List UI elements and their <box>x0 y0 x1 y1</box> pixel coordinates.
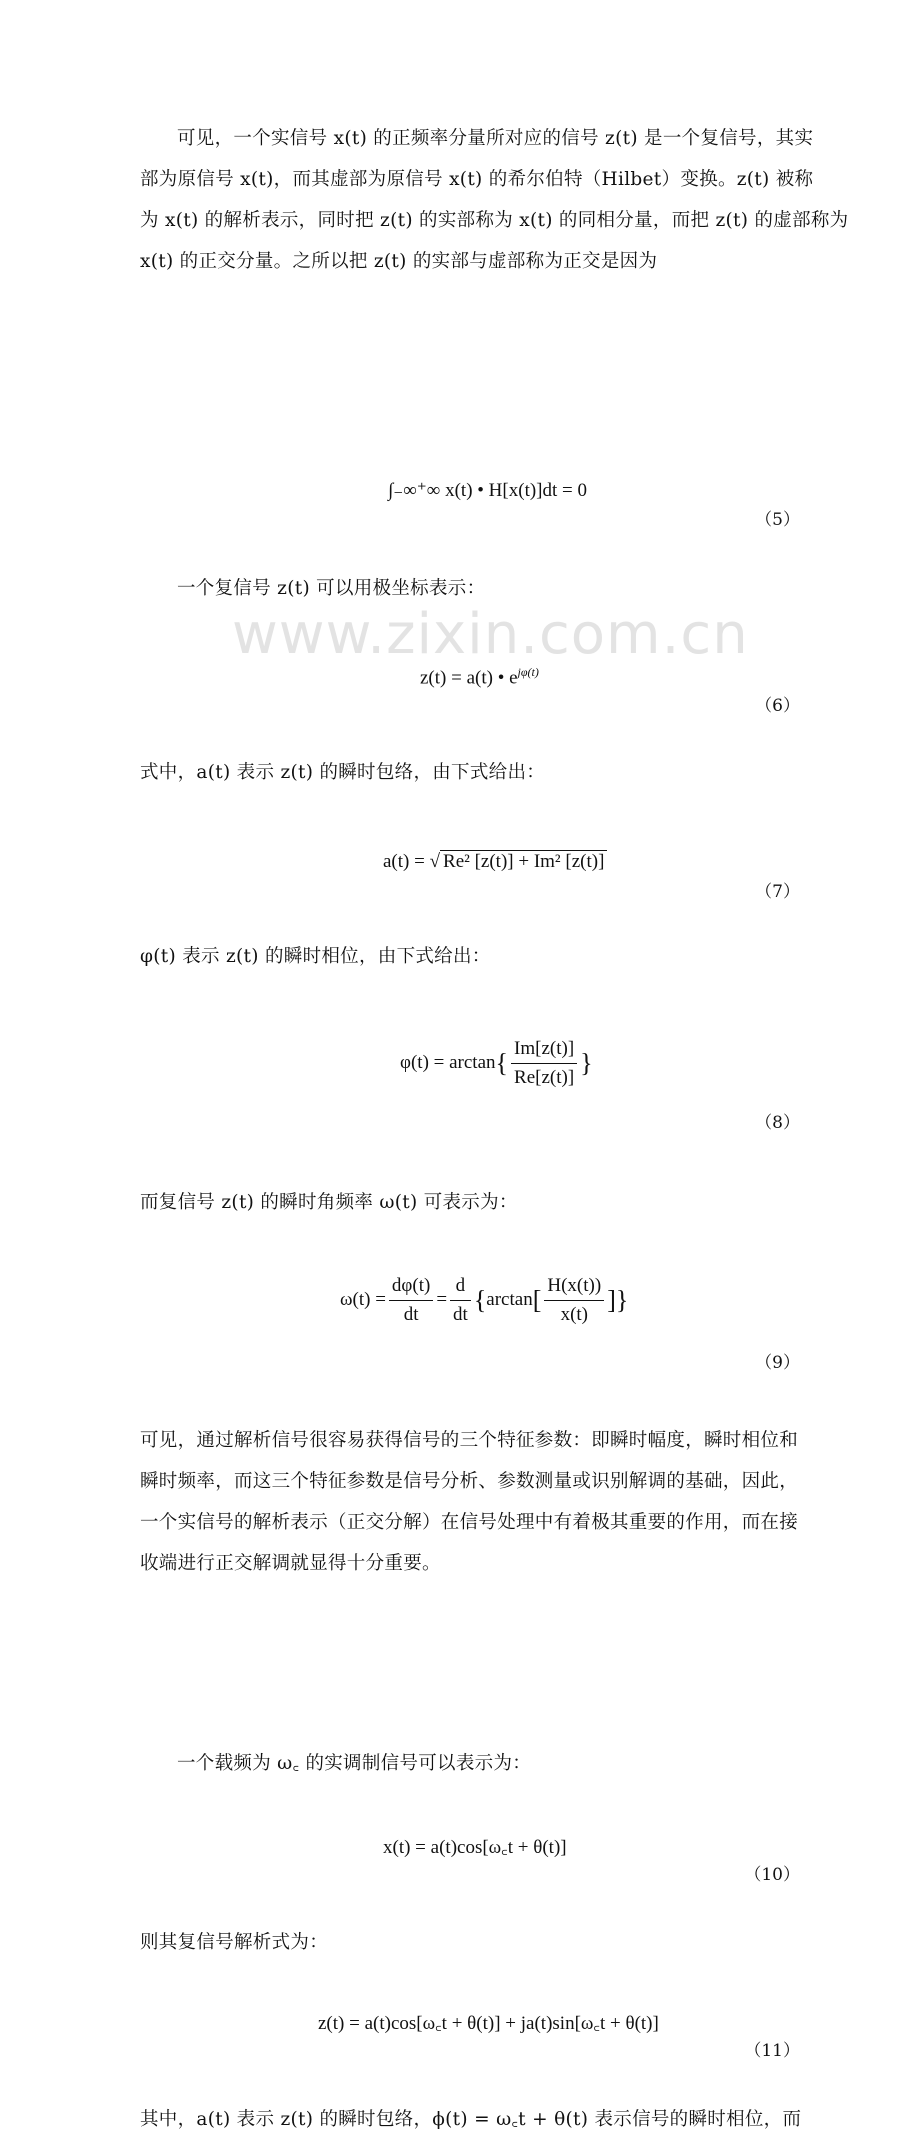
left-bracket: [ <box>532 1285 542 1315</box>
equation-7-radicand: Re² [z(t)] + Im² [z(t)] <box>440 850 607 872</box>
equation-11: z(t) = a(t)cos[ω꜀t + θ(t)] + ja(t)sin[ω꜀t + θ(t)] <box>318 2013 659 2035</box>
paragraph-envelope: 式中，a(t) 表示 z(t) 的瞬时包络，由下式给出： <box>140 762 546 784</box>
equation-number-9: （9） <box>755 1353 800 1374</box>
equation-number-10: （10） <box>744 1865 800 1886</box>
fraction-denominator: dt <box>453 1304 468 1326</box>
fraction <box>544 1272 604 1329</box>
equation-7-lhs: a(t) = <box>383 851 430 873</box>
paragraph-analytic-form: 则其复信号解析式为： <box>140 1932 329 1954</box>
equation-number-8: （8） <box>755 1113 800 1134</box>
fraction-numerator: H(x(t)) <box>544 1272 604 1301</box>
paragraph-conclusion <box>140 1420 800 1584</box>
left-brace: { <box>473 1285 487 1315</box>
paragraph-angular-frequency: 而复信号 z(t) 的瞬时角频率 ω(t) 可表示为： <box>140 1192 518 1214</box>
fraction-numerator: dφ(t) <box>389 1272 433 1301</box>
equation-number-7: （7） <box>755 882 800 903</box>
right-brace: } <box>615 1285 629 1315</box>
equation-number-5: （5） <box>755 510 800 530</box>
arctan-label: arctan <box>486 1289 533 1311</box>
left-brace: { <box>495 1048 509 1078</box>
paragraph-final: 其中，a(t) 表示 z(t) 的瞬时包络，ϕ(t) = ω꜀t + θ(t) 表示信号的瞬时相位，而 <box>140 2109 802 2131</box>
equation-6-base: z(t) = a(t) • e <box>420 667 518 689</box>
equation-10: x(t) = a(t)cos[ω꜀t + θ(t)] <box>383 1837 567 1859</box>
paragraph-line: 部为原信号 x(t)，而其虚部为原信号 x(t) 的希尔伯特（Hilbet）变换。z(t) 被称 <box>140 169 814 190</box>
fraction <box>450 1272 471 1329</box>
equation-8-lhs: φ(t) = arctan <box>400 1052 496 1074</box>
right-bracket: ] <box>607 1285 616 1315</box>
paragraph-phase: φ(t) 表示 z(t) 的瞬时相位，由下式给出： <box>140 946 491 968</box>
equation-number-6: （6） <box>755 696 800 717</box>
fraction-numerator: d <box>450 1272 471 1301</box>
right-brace: } <box>580 1048 593 1078</box>
paragraph-line: 为 x(t) 的解析表示，同时把 z(t) 的实部称为 x(t) 的同相分量，而把 z(t) 的虚部称为 <box>140 210 849 231</box>
paragraph-line: 可见，一个实信号 x(t) 的正频率分量所对应的信号 z(t) 是一个复信号，其实 <box>177 128 814 149</box>
paragraph-line: 收端进行正交解调就显得十分重要。 <box>140 1553 441 1575</box>
sqrt-sign: √ <box>429 851 441 873</box>
equation-6-exponent: jφ(t) <box>517 665 539 679</box>
paragraph-line: 可见，通过解析信号很容易获得信号的三个特征参数：即瞬时幅度，瞬时相位和 <box>140 1430 799 1452</box>
fraction <box>389 1272 433 1329</box>
paragraph-line: 瞬时频率，而这三个特征参数是信号分析、参数测量或识别解调的基础，因此， <box>140 1471 799 1493</box>
equation-9-lhs: ω(t) = <box>340 1289 386 1311</box>
equation-5: ∫₋∞⁺∞ x(t) • H[x(t)]dt = 0 <box>388 480 587 501</box>
watermark: www.zixin.com.cn <box>232 602 749 667</box>
paragraph-line: 一个实信号的解析表示（正交分解）在信号处理中有着极其重要的作用，而在接 <box>140 1512 799 1534</box>
fraction <box>511 1035 577 1092</box>
equation-6 <box>420 665 920 689</box>
paragraph-line: x(t) 的正交分量。之所以把 z(t) 的实部与虚部称为正交是因为 <box>140 251 658 272</box>
paragraph-carrier: 一个载频为 ω꜀ 的实调制信号可以表示为： <box>177 1753 532 1775</box>
paragraph-intro <box>140 118 849 282</box>
equation-8 <box>400 1035 920 1092</box>
fraction-denominator: Re[z(t)] <box>514 1067 575 1089</box>
equation-number-11: （11） <box>744 2041 800 2062</box>
equation-7 <box>383 851 920 873</box>
fraction-denominator: dt <box>403 1304 419 1326</box>
fraction-denominator: x(t) <box>560 1304 588 1326</box>
equals-sign: = <box>436 1289 448 1311</box>
fraction-numerator: Im[z(t)] <box>511 1035 577 1064</box>
paragraph-polar: 一个复信号 z(t) 可以用极坐标表示： <box>177 578 486 599</box>
equation-9 <box>340 1272 920 1329</box>
